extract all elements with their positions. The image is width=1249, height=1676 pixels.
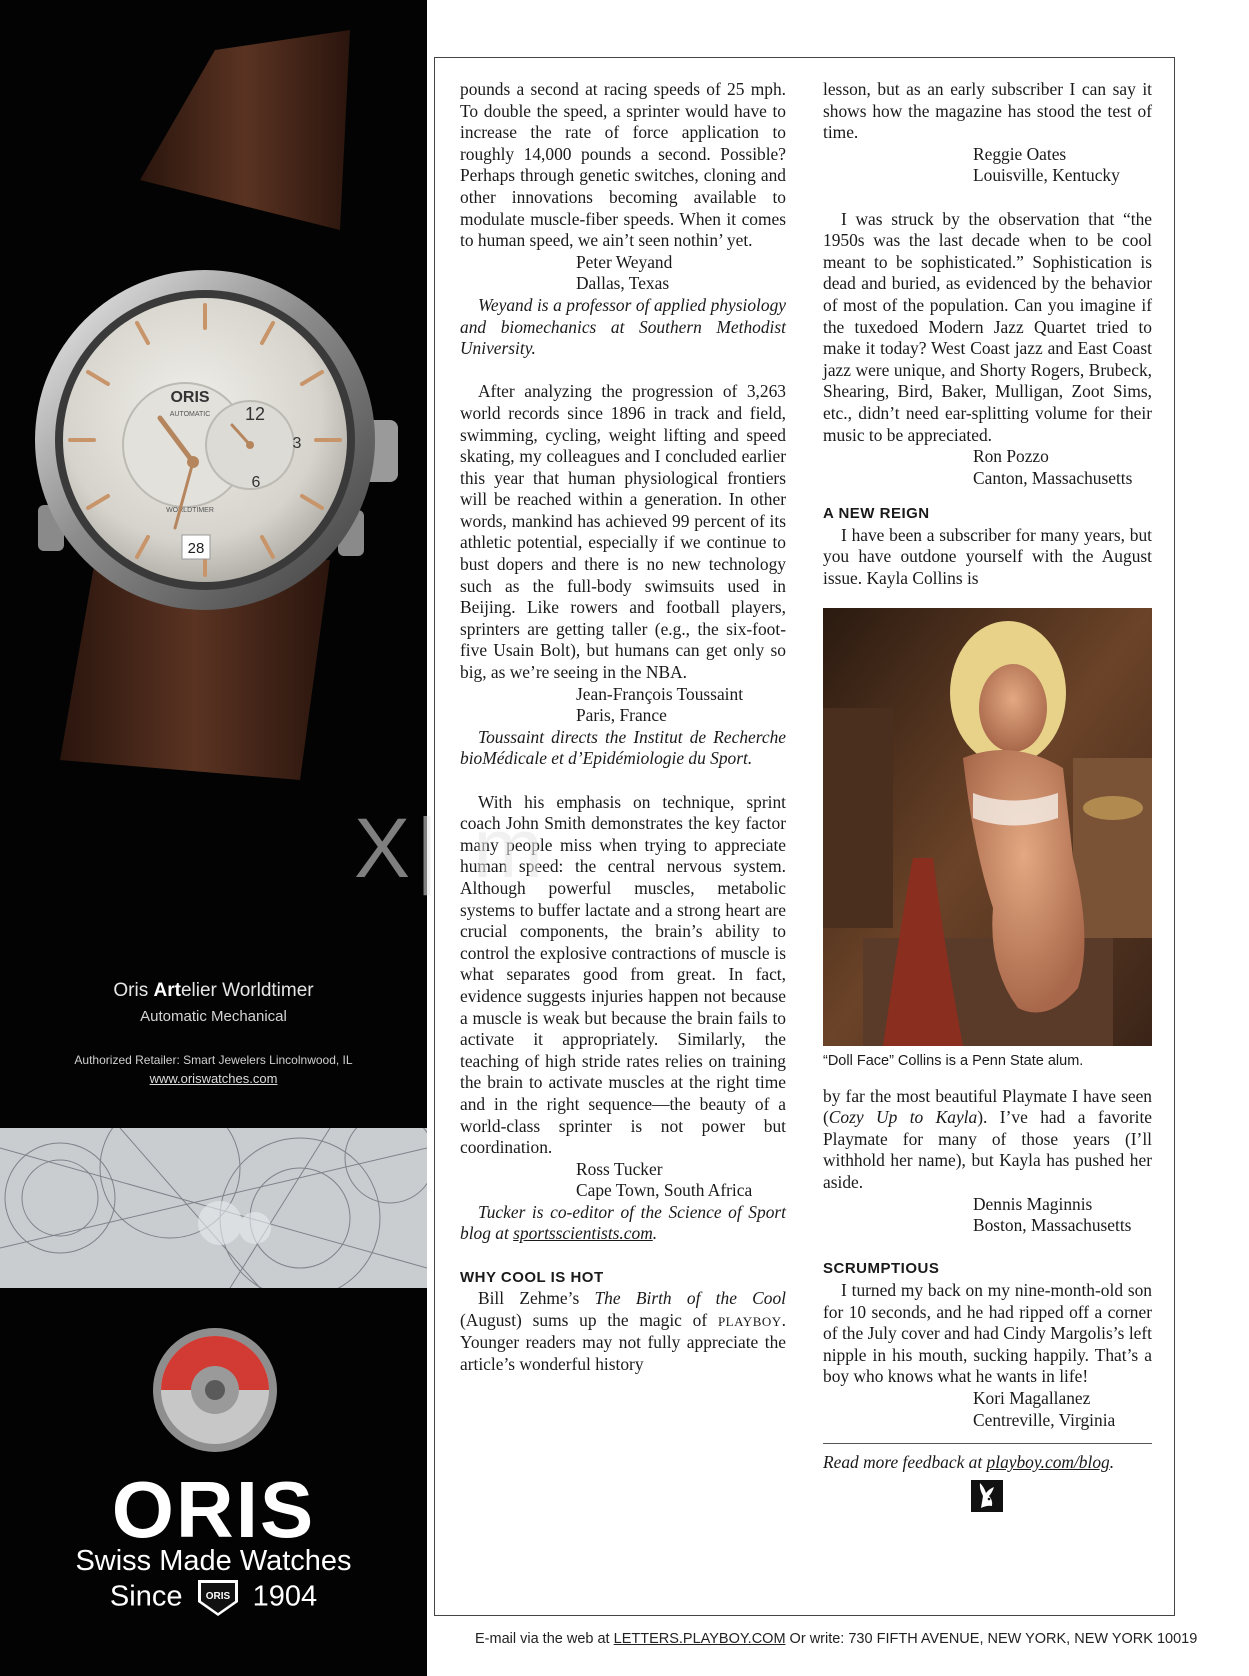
letter-weyand-body: pounds a second at racing speeds of 25 mph. To double the speed, a sprinter would have to increase the rate of force application to roughly 14,000 pounds a second. Possible? Perhaps through genetic switches, cloning and other innovations becoming available to modulate muscle-fiber speeds. When it comes to human speed, we ain’t seen nothin’ yet. <box>460 79 786 251</box>
letters-email-link[interactable]: LETTERS.PLAYBOY.COM <box>613 1631 786 1647</box>
signature-weyand: Peter Weyand Dallas, Texas <box>576 251 673 294</box>
photo-caption: “Doll Face” Collins is a Penn State alum. <box>823 1052 1084 1069</box>
signature-pozzo: Ron Pozzo Canton, Massachusetts <box>973 446 1133 488</box>
letter-magallanez-body: I turned my back on my nine-month-old son for 10 seconds, and he had ripped off a corner of the July cover and had Cindy Margolis’s left nipple in his mouth, sucking happily. That’s a boy who knows what he wants in life! <box>823 1280 1152 1387</box>
svg-text:AUTOMATIC: AUTOMATIC <box>169 411 211 418</box>
svg-text:6: 6 <box>251 474 261 491</box>
letter-oates-body-start: Bill Zehme’s The Birth of the Cool (August) sums up the magic of PLAYBOY. Younger readers may not fully appreciate the article’s wonderful history <box>460 1288 787 1375</box>
ad-retailer: Authorized Retailer: Smart Jewelers Lincolnwood, IL <box>74 1053 353 1067</box>
letter-oates-body-end: lesson, but as an early subscriber I can say it shows how the magazine has stood the test of time. <box>823 79 1152 143</box>
signature-tucker: Ross Tucker Cape Town, South Africa <box>576 1158 753 1201</box>
watch-image <box>0 0 427 820</box>
editor-note-toussaint: Toussaint directs the Institut de Recherche bioMédicale et d’Epidémiologie du Sport. <box>460 726 786 769</box>
section-heading-why-cool-is-hot: WHY COOL IS HOT <box>460 1268 604 1286</box>
watermark: X| m <box>354 801 550 895</box>
letters-column-right <box>823 79 1152 1517</box>
svg-text:28: 28 <box>187 540 205 557</box>
signature-magallanez: Kori Magallanez Centreville, Virginia <box>973 1387 1116 1430</box>
section-heading-a-new-reign: A NEW REIGN <box>823 505 930 523</box>
section-heading-scrumptious: SCRUMPTIOUS <box>823 1260 940 1278</box>
ad-website-link[interactable]: www.oriswatches.com <box>149 1071 278 1086</box>
watch-movement-icon <box>150 1325 280 1455</box>
signature-oates: Reggie Oates Louisville, Kentucky <box>973 143 1120 186</box>
signature-toussaint: Jean-François Toussaint Paris, France <box>576 683 744 726</box>
letter-pozzo-body: I was struck by the observation that “the 1950s was the last decade when to be cool meant to be sophisticated.” Sophistication is dead and buried, as evidenced by the behavior of most of the population. Can you imagine if the tuxedoed Modern Jazz Quartet tried to make it today? West Coast jazz and East Coast jazz were unique, and Shorty Rogers, Brubeck, Shearing, Bird, Baker, Mulligan, Zoot Sims, etc., didn’t need ear-splitting volume for their music to be appreciated. <box>823 208 1152 445</box>
ad-tagline: Swiss Made Watches <box>75 1545 352 1577</box>
rabbit-head-icon <box>971 1480 1003 1512</box>
contact-footer: E-mail via the web at LETTERS.PLAYBOY.COM Or write: 730 FIFTH AVENUE, NEW YORK, NEW YORK 10019 <box>475 1631 1198 1647</box>
letter-toussaint-body: After analyzing the progression of 3,263 world records since 1896 in track and field, swimming, cycling, weight lifting and speed skating, my colleagues and I concluded earlier this year that human physiological frontiers will be reached within a generation. In other words, mankind has achieved 99 percent of its athletic potential, especially if we continue to bust dopers and there is no new technology such as the full-body swimsuits used in Beijing. Like rowers and football players, sprinters are getting taller (e.g., the six-foot-five Usain Bolt), but humans can get only so big, as we’re seeing in the NBA. <box>460 381 786 683</box>
ad-since-line: Since ORIS 1904 <box>0 1578 427 1618</box>
editor-note-tucker: Tucker is co-editor of the Science of Sport blog at sportsscientists.com. <box>460 1201 786 1244</box>
playmate-photo <box>823 608 1152 1046</box>
letters-column-left <box>460 79 786 1376</box>
ad-model-type: Automatic Mechanical <box>140 1008 287 1025</box>
svg-text:12: 12 <box>244 404 266 424</box>
oris-logo: ORIS <box>111 1465 316 1554</box>
letter-maginnis-body-end: by far the most beautiful Playmate I have seen (Cozy Up to Kayla). I’ve had a favorite Playmate for many of those years (I’ll withhold her name), but Kayla has pushed her aside. <box>823 1085 1152 1193</box>
svg-text:ORIS: ORIS <box>205 1591 230 1602</box>
ad-model-name: Oris Artelier Worldtimer <box>113 980 314 1001</box>
letter-tucker-body: With his emphasis on technique, sprint coach John Smith demonstrates the key factor many people miss when trying to appreciate human speed: the central nervous system. Although powerful muscles, metabolic systems to buffer lactate and a strong heart are crucial components, the brain’s ability to control the explosive contractions of muscle is what separates good from great. In fact, evidence suggests injuries happen not because a muscle is weak but because the brain fails to activate it appropriately. Similarly, the teaching of high stride rates relies on training the brain to activate muscles at the right time and in the right sequence—the beauty of a world-class sprinter is not power but coordination. <box>460 791 786 1158</box>
letter-maginnis-body-start: I have been a subscriber for many years, but you have outdone yourself with the August issue. Kayla Collins is <box>823 524 1152 589</box>
svg-text:ORIS: ORIS <box>170 389 210 406</box>
svg-text:WORLDTIMER: WORLDTIMER <box>166 507 214 514</box>
oris-shield-icon <box>195 1578 241 1618</box>
signature-maginnis: Dennis Maginnis Boston, Massachusetts <box>973 1193 1132 1236</box>
playboy-blog-link[interactable]: playboy.com/blog <box>986 1452 1110 1473</box>
svg-text:3: 3 <box>292 435 302 452</box>
blueprint-pattern <box>0 1128 427 1288</box>
read-more-line: Read more feedback at playboy.com/blog. <box>823 1452 1115 1473</box>
column-divider <box>823 1443 1152 1444</box>
sportsscientists-link[interactable]: sportsscientists.com <box>513 1223 653 1244</box>
editor-note-weyand: Weyand is a professor of applied physiology and biomechanics at Southern Methodist University. <box>460 294 786 359</box>
